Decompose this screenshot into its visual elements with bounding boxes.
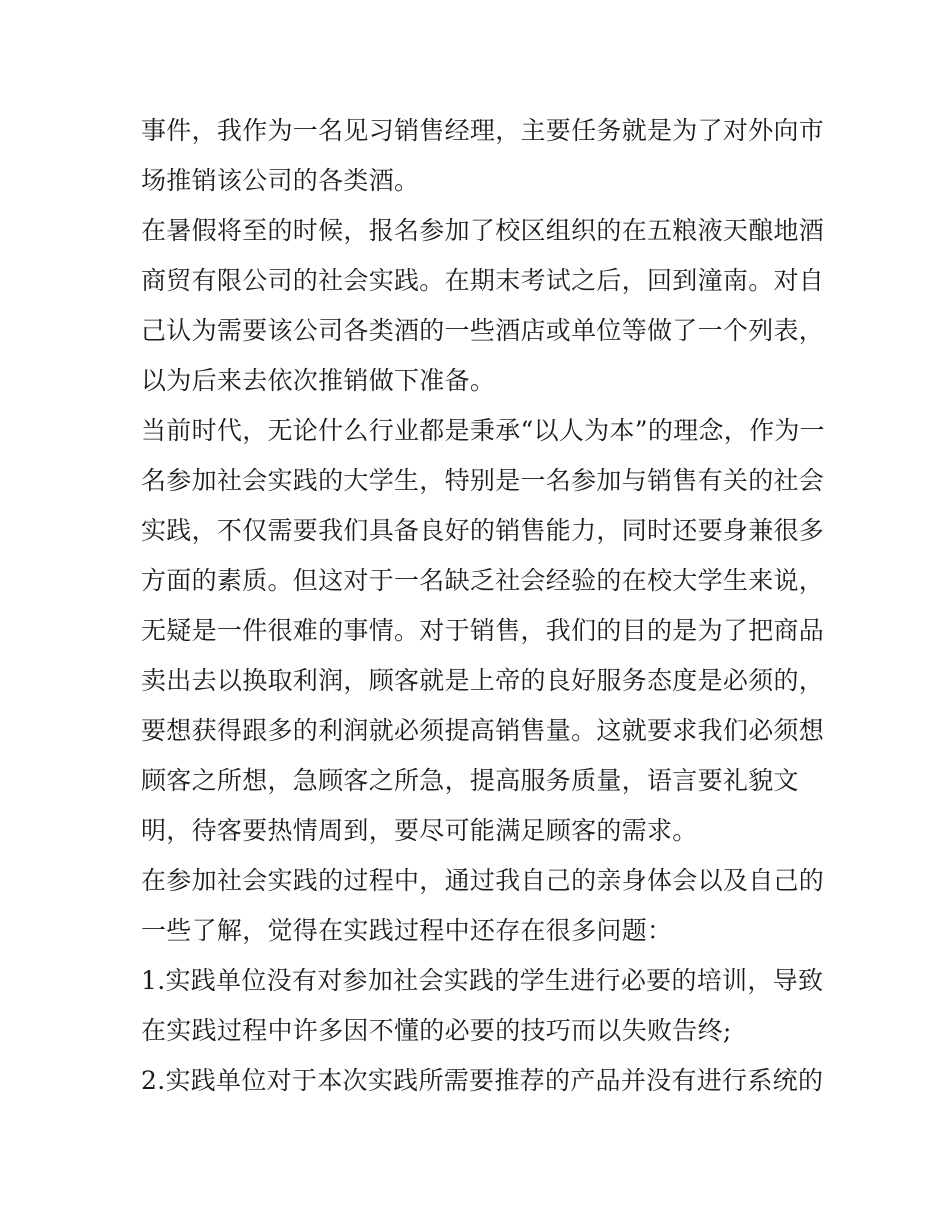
text-line: 卖出去以换取利润，顾客就是上帝的良好服务态度是必须的， [141, 666, 825, 695]
text-line: 己认为需要该公司各类酒的一些酒店或单位等做了一个列表， [141, 316, 825, 345]
text-line: 2.实践单位对于本次实践所需要推荐的产品并没有进行系统的 [141, 1066, 824, 1095]
paragraph-problems-intro [141, 856, 825, 956]
text-line: 在参加社会实践的过程中，通过我自己的亲身体会以及自己的 [141, 866, 825, 895]
text-line: 名参加社会实践的大学生，特别是一名参加与销售有关的社会 [141, 466, 825, 495]
text-line: 要想获得跟多的利润就必须提高销售量。这就要求我们必须想 [141, 716, 825, 745]
text-line: 1.实践单位没有对参加社会实践的学生进行必要的培训，导致 [141, 966, 824, 995]
text-line: 在实践过程中许多因不懂的必要的技巧而以失败告终; [141, 1016, 732, 1045]
document-body [141, 106, 825, 1106]
list-item-problem-2 [141, 1056, 824, 1106]
list-item-problem-1 [141, 956, 824, 1056]
text-line: 商贸有限公司的社会实践。在期末考试之后，回到潼南。对自 [141, 266, 825, 295]
text-line: 一些了解，觉得在实践过程中还存在很多问题： [141, 916, 673, 945]
text-line: 当前时代，无论什么行业都是秉承“以人为本”的理念，作为一 [141, 416, 825, 445]
text-line: 明，待客要热情周到，要尽可能满足顾客的需求。 [141, 816, 698, 845]
text-line: 事件，我作为一名见习销售经理，主要任务就是为了对外向市 [141, 116, 825, 145]
text-line: 顾客之所想，急顾客之所急，提高服务质量，语言要礼貌文 [141, 766, 799, 795]
text-line: 以为后来去依次推销做下准备。 [141, 366, 496, 395]
paragraph-summer-practice [141, 206, 825, 406]
text-line: 方面的素质。但这对于一名缺乏社会经验的在校大学生来说， [141, 566, 825, 595]
paragraph-people-oriented [141, 406, 825, 856]
paragraph-task-intro [141, 106, 825, 206]
text-line: 无疑是一件很难的事情。对于销售，我们的目的是为了把商品 [141, 616, 825, 645]
text-line: 实践，不仅需要我们具备良好的销售能力，同时还要身兼很多 [141, 516, 825, 545]
text-line: 在暑假将至的时候，报名参加了校区组织的在五粮液天酿地酒 [141, 216, 825, 245]
text-line: 场推销该公司的各类酒。 [141, 166, 420, 195]
